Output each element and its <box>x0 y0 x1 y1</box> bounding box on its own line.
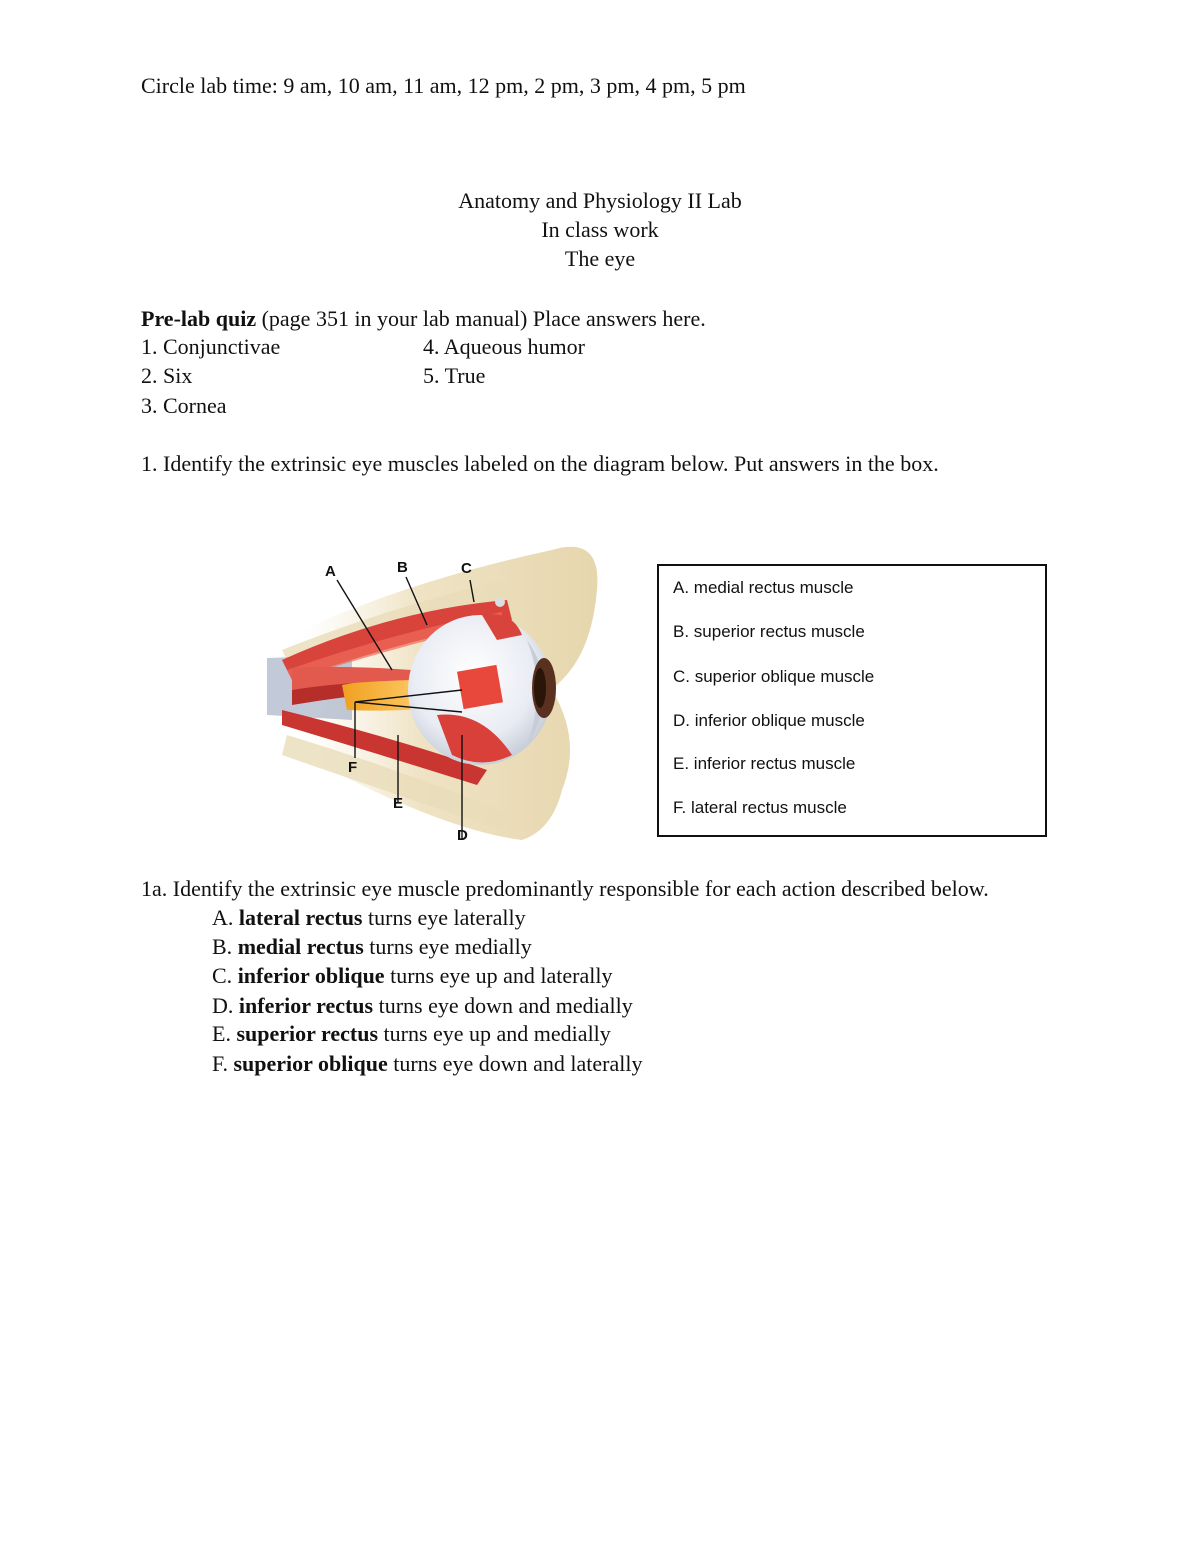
action-item-c <box>212 962 612 990</box>
answer-text: inferior oblique muscle <box>690 711 865 730</box>
label-e: E <box>393 795 404 812</box>
label-b: B <box>397 559 408 576</box>
answer-box-item-a <box>673 577 853 599</box>
answer-letter: B. <box>673 622 690 641</box>
action-item-d <box>212 992 633 1020</box>
question-1: 1. Identify the extrinsic eye muscles labeled on the diagram below. Put answers in the box. <box>141 451 939 476</box>
answer-letter: A. <box>673 578 690 597</box>
action-text: turns eye down and medially <box>373 993 633 1018</box>
answer-letter: F. <box>673 798 687 817</box>
answer-box-item-e <box>673 753 855 775</box>
course-title: Anatomy and Physiology II Lab <box>458 188 742 213</box>
eye-muscle-diagram <box>262 540 607 845</box>
answer-box-item-d <box>673 710 865 732</box>
answer-letter: D. <box>673 711 690 730</box>
label-f: F <box>348 759 358 776</box>
topic-title: The eye <box>564 246 636 271</box>
answer-box-item-c <box>673 666 874 688</box>
prelab-instruction: (page 351 in your lab manual) Place answers here. <box>256 306 706 331</box>
action-letter: C. <box>212 963 238 988</box>
action-item-f <box>212 1050 643 1078</box>
action-letter: E. <box>212 1021 237 1046</box>
action-text: turns eye up and medially <box>378 1021 611 1046</box>
prelab-answer-2: 2. Six <box>141 363 193 388</box>
action-letter: B. <box>212 934 238 959</box>
label-c: C <box>461 560 472 577</box>
prelab-heading: Pre-lab quiz <box>141 306 257 331</box>
prelab-heading-line <box>141 305 706 333</box>
answer-text: superior oblique muscle <box>690 667 875 686</box>
action-letter: D. <box>212 993 239 1018</box>
action-muscle: inferior oblique <box>237 963 385 988</box>
answer-box <box>657 564 1047 837</box>
action-letter: A. <box>212 905 239 930</box>
action-text: turns eye down and laterally <box>387 1051 643 1076</box>
action-text: turns eye medially <box>363 934 532 959</box>
answer-box-item-f <box>673 797 847 819</box>
action-item-e <box>212 1020 611 1048</box>
answer-text: inferior rectus muscle <box>689 754 856 773</box>
action-muscle: superior rectus <box>236 1021 379 1046</box>
action-text: turns eye up and laterally <box>384 963 613 988</box>
action-muscle: superior oblique <box>233 1051 388 1076</box>
action-muscle: inferior rectus <box>238 993 374 1018</box>
question-1a: 1a. Identify the extrinsic eye muscle predominantly responsible for each action described below. <box>141 876 989 901</box>
label-d: D <box>457 827 468 844</box>
action-letter: F. <box>212 1051 234 1076</box>
prelab-answer-1: 1. Conjunctivae <box>141 334 281 359</box>
answer-text: lateral rectus muscle <box>686 798 847 817</box>
answer-text: medial rectus muscle <box>689 578 854 597</box>
answer-text: superior rectus muscle <box>689 622 865 641</box>
answer-box-item-b <box>673 621 865 643</box>
lab-time-line: Circle lab time: 9 am, 10 am, 11 am, 12 pm, 2 pm, 3 pm, 4 pm, 5 pm <box>141 73 746 98</box>
answer-letter: E. <box>673 754 690 773</box>
action-muscle: lateral rectus <box>238 905 363 930</box>
action-item-b <box>212 933 532 961</box>
prelab-answer-4: 4. Aqueous humor <box>423 334 585 359</box>
prelab-answer-3: 3. Cornea <box>141 393 227 418</box>
answer-letter: C. <box>673 667 690 686</box>
course-subtitle: In class work <box>541 217 659 242</box>
label-a: A <box>325 563 336 580</box>
prelab-answer-5: 5. True <box>423 363 486 388</box>
action-muscle: medial rectus <box>237 934 364 959</box>
action-text: turns eye laterally <box>362 905 526 930</box>
action-item-a <box>212 904 526 932</box>
